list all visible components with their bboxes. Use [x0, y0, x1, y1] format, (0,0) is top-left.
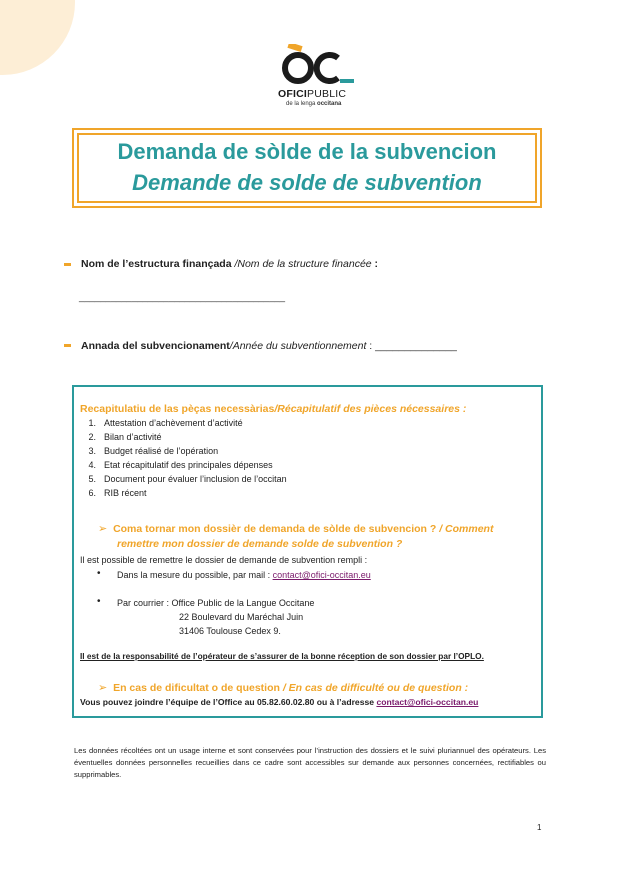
list-item: 5. Document pour évaluer l’inclusion de l’occitan	[88, 474, 287, 484]
structure-name-label: Nom de l’estructura finançada /Nom de la structure financée :	[81, 258, 379, 270]
arrow-right-icon: ➢	[98, 523, 108, 535]
mail-option: Dans la mesure du possible, par mail : contact@ofici-occitan.eu	[117, 570, 371, 580]
arrow-right-icon: ➢	[98, 682, 108, 694]
list-item: 4. Etat récapitulatif des principales dépenses	[88, 460, 273, 470]
return-heading-cont: remettre mon dossier de demande solde de subvention ?	[117, 538, 403, 550]
recap-heading: Recapitulatiu de las pèças necessàrias/Récapitulatif des pièces nécessaires :	[80, 403, 467, 415]
year-label: Annada del subvencionament/Année du subventionnement : ______________	[81, 340, 457, 352]
return-heading: ➢ Coma tornar mon dossièr de demanda de sòlde de subvencion ? / Comment	[98, 523, 494, 535]
list-item: 2. Bilan d’activité	[88, 432, 162, 442]
bullet-icon: •	[97, 596, 101, 607]
oc-logo-mark	[278, 44, 358, 86]
data-privacy-notice: Les données récoltées ont un usage interne et sont conservées pour l’instruction des dossiers et le suivi pluriannuel des opérateurs. Les éventuelles données personnelles recueillies dans ce cadre sont accessibles sur demande aux personnes concernées, rectifiables ou supprimables.	[74, 746, 546, 779]
difficulty-heading: ➢ En cas de dificultat o de question / En cas de difficulté ou de question :	[98, 682, 469, 694]
title-french: Demande de solde de subvention	[132, 170, 482, 195]
logo-wordmark: OFICIPUBLIC	[278, 88, 347, 100]
page-number: 1	[537, 823, 542, 832]
list-item: 3. Budget réalisé de l’opération	[88, 446, 219, 456]
post-address-line3: 31406 Toulouse Cedex 9.	[179, 626, 281, 636]
post-option: Par courrier : Office Public de la Langue Occitane	[117, 598, 315, 608]
title-box	[72, 128, 542, 208]
oplo-logo	[270, 44, 370, 119]
required-documents-list	[80, 416, 287, 500]
structure-name-blank[interactable]: _______________________________________	[79, 292, 286, 303]
difficulty-contact: Vous pouvez joindre l’équipe de l’Office au 05.82.60.02.80 ou à l’adresse contact@ofici-occitan.eu	[80, 697, 479, 707]
title-occitan: Demanda de sòlde de la subvencion	[117, 139, 497, 164]
bullet-icon: •	[97, 568, 101, 579]
contact-email-link[interactable]: contact@ofici-occitan.eu	[272, 570, 371, 580]
orange-dash-marker	[64, 344, 71, 347]
contact-email-link[interactable]: contact@ofici-occitan.eu	[376, 697, 479, 707]
return-intro: Il est possible de remettre le dossier de demande de subvention rempli :	[80, 555, 368, 565]
decorative-circle	[0, 0, 75, 75]
post-address-line2: 22 Boulevard du Maréchal Juin	[179, 612, 304, 622]
orange-dash-marker	[64, 263, 71, 266]
list-item: 1. Attestation d’achèvement d’activité	[88, 418, 243, 428]
responsibility-note: Il est de la responsabilité de l’opérateur de s’assurer de la bonne réception de son dossier par l’OPLO.	[80, 651, 484, 661]
logo-tagline: de la lenga occitana	[286, 101, 342, 107]
list-item: 6. RIB récent	[88, 488, 147, 498]
